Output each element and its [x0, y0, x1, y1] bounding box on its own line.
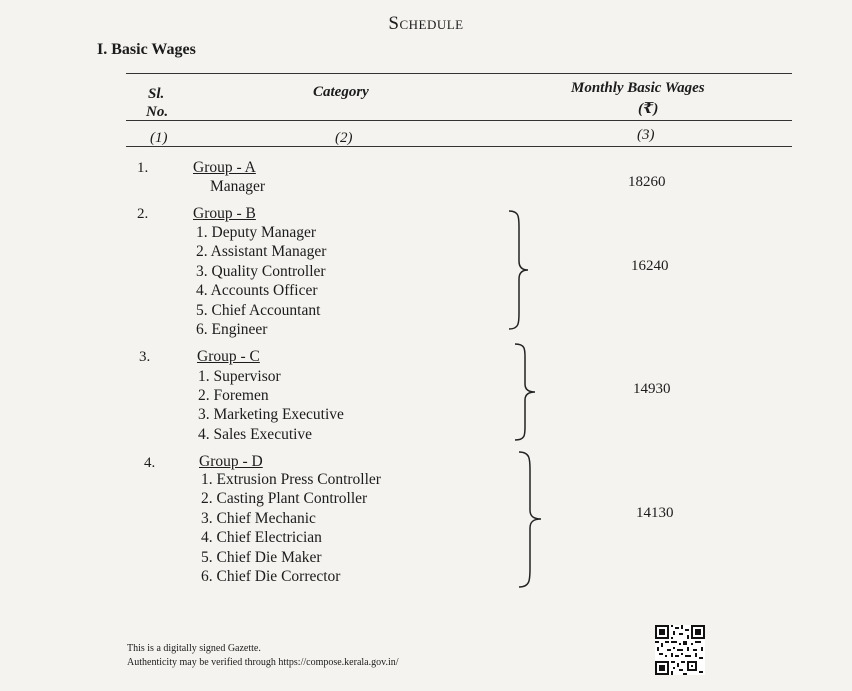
row-2-brace: [506, 209, 532, 331]
row-3-wage: 14930: [633, 381, 671, 397]
header-sl-no-line2: No.: [146, 104, 169, 120]
row-2-group: Group - B: [193, 205, 256, 222]
row-4-item-5: 5. Chief Die Maker: [201, 549, 322, 566]
row-3-item-3: 3. Marketing Executive: [198, 406, 344, 423]
row-4-item-2: 2. Casting Plant Controller: [201, 490, 368, 507]
page-title: Schedule: [388, 13, 464, 34]
table-top-rule: [126, 73, 792, 74]
row-3-item-1: 1. Supervisor: [198, 368, 281, 385]
header-sl-no-line1: Sl.: [148, 86, 165, 102]
row-2-item-5: 5. Chief Accountant: [196, 302, 321, 319]
row-2-sl-no: 2.: [137, 206, 149, 222]
row-1-group: Group - A: [193, 159, 256, 176]
footer-signed-note: This is a digitally signed Gazette.: [127, 643, 261, 654]
header-rule: [126, 120, 792, 121]
row-4-item-1: 1. Extrusion Press Controller: [201, 471, 381, 488]
row-3-item-2: 2. Foremen: [198, 387, 269, 404]
row-3-brace: [512, 342, 540, 442]
row-3-item-4: 4. Sales Executive: [198, 426, 313, 443]
column-number-1: (1): [150, 130, 168, 146]
column-number-2: (2): [335, 130, 353, 146]
row-3-group: Group - C: [197, 348, 260, 365]
row-4-group: Group - D: [199, 453, 263, 470]
row-4-wage: 14130: [636, 505, 674, 521]
section-heading: I. Basic Wages: [97, 41, 196, 58]
header-wages-line2: (₹): [638, 101, 659, 117]
column-number-3: (3): [637, 127, 655, 143]
row-4-item-3: 3. Chief Mechanic: [201, 510, 316, 527]
row-4-item-6: 6. Chief Die Corrector: [201, 568, 341, 585]
row-1-item: Manager: [210, 178, 266, 195]
row-4-sl-no: 4.: [144, 455, 156, 471]
row-1-sl-no: 1.: [137, 160, 149, 176]
row-2-item-1: 1. Deputy Manager: [196, 224, 317, 241]
row-4-item-4: 4. Chief Electrician: [201, 529, 322, 546]
row-3-sl-no: 3.: [139, 349, 151, 365]
row-2-item-6: 6. Engineer: [196, 321, 268, 338]
row-1-wage: 18260: [628, 174, 666, 190]
footer-verify-note: Authenticity may be verified through https://compose.kerala.gov.in/: [127, 657, 399, 668]
row-2-item-3: 3. Quality Controller: [196, 263, 326, 280]
header-wages-line1: Monthly Basic Wages: [571, 80, 705, 96]
row-2-item-2: 2. Assistant Manager: [196, 243, 327, 260]
row-2-item-4: 4. Accounts Officer: [196, 282, 318, 299]
header-category: Category: [313, 84, 369, 100]
qr-code: [655, 625, 705, 675]
column-number-rule: [126, 146, 792, 147]
row-2-wage: 16240: [631, 258, 669, 274]
row-4-brace: [516, 450, 546, 590]
